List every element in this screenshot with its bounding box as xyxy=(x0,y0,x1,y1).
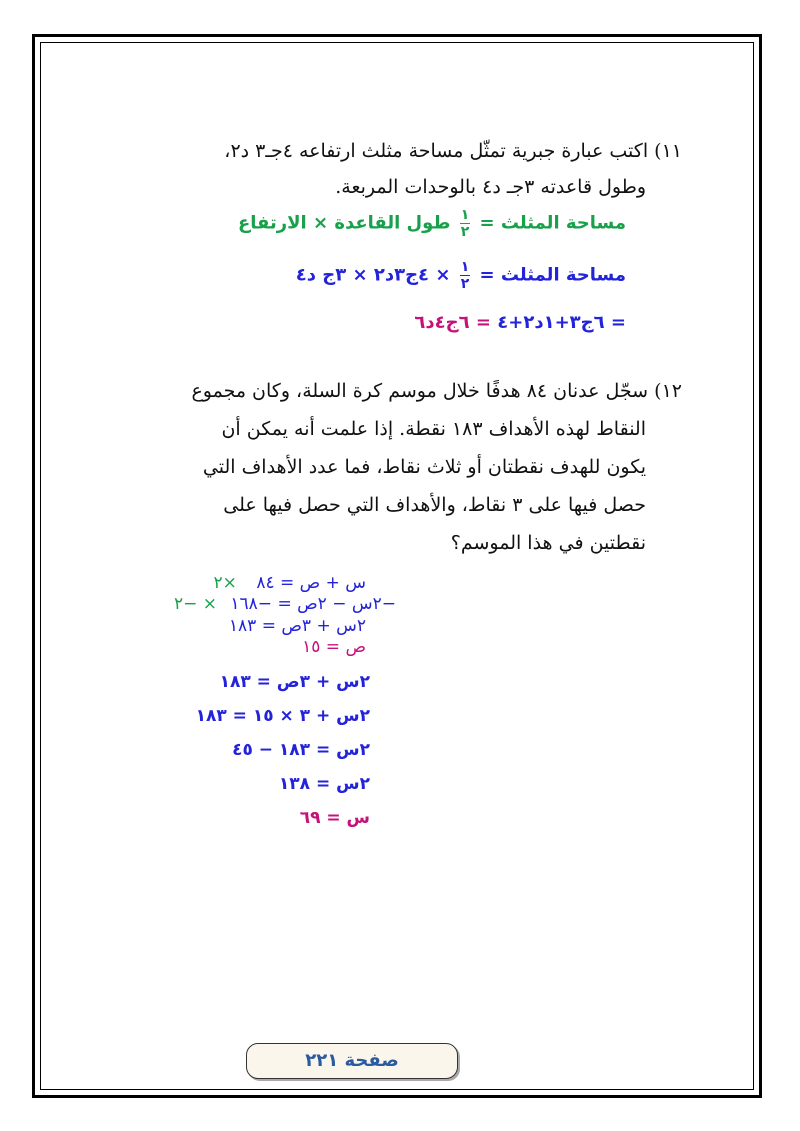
half-fraction-1 xyxy=(460,208,471,239)
q12-text-line3: يكون للهدف نقطتان أو ثلاث نقاط، فما عدد الأهداف التي xyxy=(202,456,646,478)
sol12-eq4: ص = ١٥ xyxy=(302,637,366,657)
fraction-denominator: ٢ xyxy=(460,276,470,292)
sol12-eq1 xyxy=(214,573,366,593)
sol12-eq6: ٢س + ٣ × ١٥ = ١٨٣ xyxy=(195,706,370,726)
sol11-area-label-2: مساحة المثلث = xyxy=(479,264,626,286)
sol11-product-expression: × ٤ج٣د٢ × ٣ج د٤ xyxy=(295,264,451,286)
q12-text-line2: النقاط لهذه الأهداف ١٨٣ نقطة. إذا علمت أنه يمكن أن xyxy=(221,418,646,440)
sol12-eq2-text: −٢س − ٢ص = −١٦٨ xyxy=(230,594,396,614)
sol12-eq2 xyxy=(174,594,396,614)
q12-text-line4: حصل فيها على ٣ نقاط، والأهداف التي حصل فيها على xyxy=(223,494,646,516)
sol11-line2 xyxy=(296,260,626,291)
sol11-base-times-height: طول القاعدة × الارتفاع xyxy=(238,212,451,234)
q12-text-line5: نقطتين في هذا الموسم؟ xyxy=(450,532,646,554)
sol11-line1 xyxy=(238,208,626,239)
sol12-eq7: ٢س = ١٨٣ − ٤٥ xyxy=(232,740,370,760)
page-number-label: صفحة ٢٢١ xyxy=(305,1050,399,1071)
half-fraction-2 xyxy=(460,260,471,291)
fraction-denominator: ٢ xyxy=(460,224,470,240)
sol12-eq3: ٢س + ٣ص = ١٨٣ xyxy=(228,616,366,636)
sol11-exponent-sum: = ٦ج٣+١د٢+٤ xyxy=(497,312,626,333)
sol12-final-answer: س = ٦٩ xyxy=(299,808,370,828)
q11-text-line1: اكتب عبارة جبرية تمثّل مساحة مثلث ارتفاعه ٤جـ٣ د٢، xyxy=(224,140,649,162)
fraction-numerator: ١ xyxy=(460,259,470,275)
fraction-numerator: ١ xyxy=(460,207,470,223)
sol12-eq2-multiplier: × −٢ xyxy=(173,594,217,614)
sol11-final-answer: = ٦ج٤د٦ xyxy=(414,312,491,333)
q12-line1 xyxy=(191,380,682,402)
sol12-eq5: ٢س + ٣ص = ١٨٣ xyxy=(219,672,370,692)
sol12-eq1-multiplier: ×٢ xyxy=(213,573,237,593)
q11-line1 xyxy=(224,140,682,162)
sol11-line3 xyxy=(414,312,626,333)
page-border-inner xyxy=(40,42,754,1090)
q11-text-line2: وطول قاعدته ٣جـ د٤ بالوحدات المربعة. xyxy=(335,176,646,198)
q12-text-line1: سجّل عدنان ٨٤ هدفًا خلال موسم كرة السلة، وكان مجموع xyxy=(191,380,649,402)
sol11-area-label-1: مساحة المثلث = xyxy=(479,212,626,234)
q12-number: ١٢) xyxy=(654,380,682,402)
sol12-eq1-text: س + ص = ٨٤ xyxy=(256,573,366,593)
q11-number: ١١) xyxy=(654,140,682,162)
sol12-eq8: ٢س = ١٣٨ xyxy=(278,774,370,794)
